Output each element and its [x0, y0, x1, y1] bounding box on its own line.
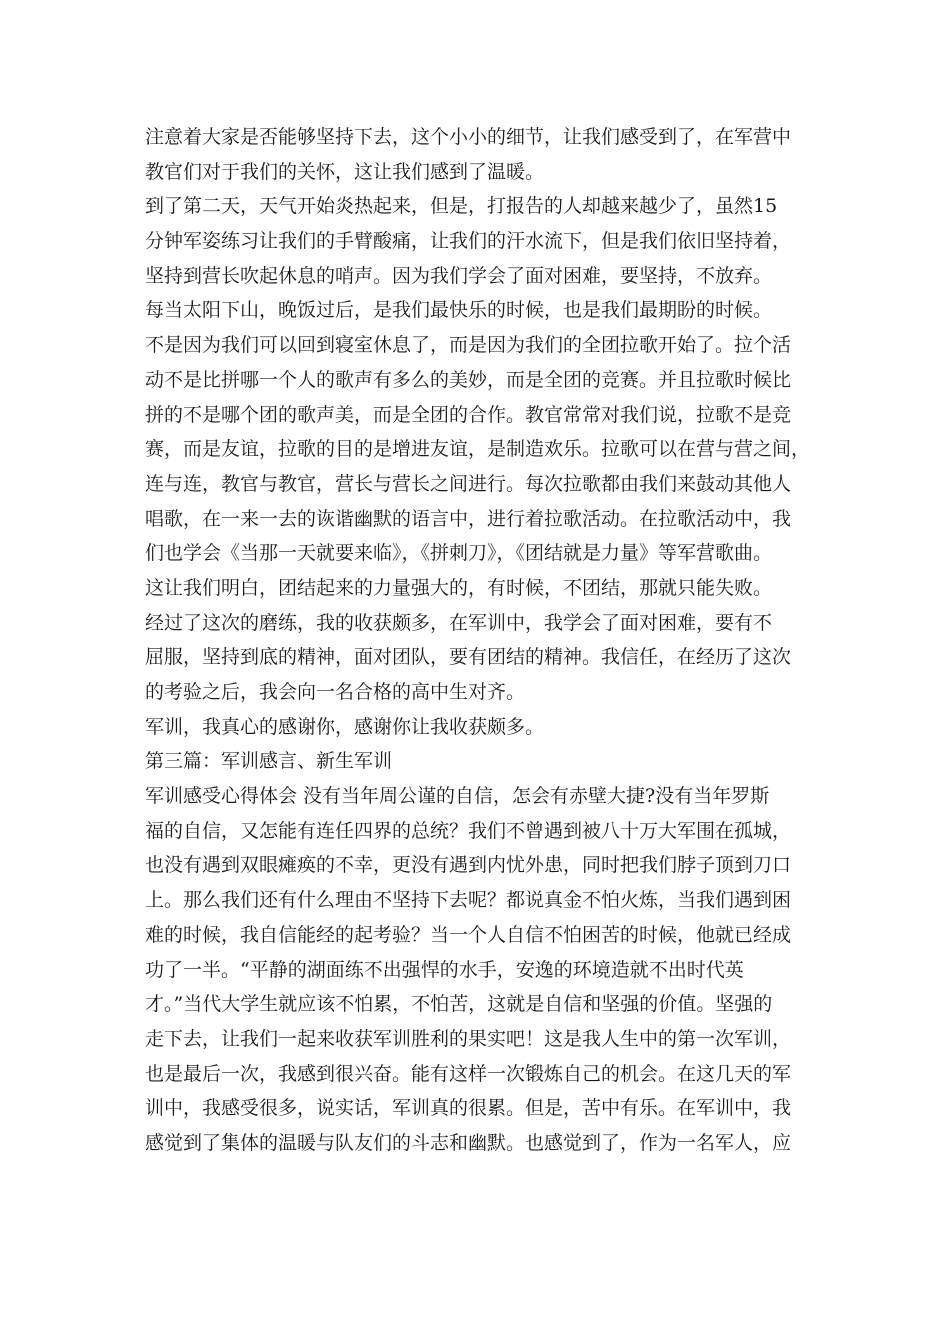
text-line: 拼的不是哪个团的歌声美，而是全团的合作。教官常常对我们说，拉歌不是竞 [145, 403, 792, 426]
text-line: 每当太阳下山，晚饭过后，是我们最快乐的时候，也是我们最期盼的时候。 [145, 299, 773, 322]
text-line: 军训，我真心的感谢你，感谢你让我收获颇多。 [145, 715, 545, 738]
text-line: 不是因为我们可以回到寝室休息了，而是因为我们的全团拉歌开始了。拉个活 [145, 334, 792, 357]
text-line: 也没有遇到双眼瘫痪的不幸，更没有遇到内忧外患，同时把我们脖子顶到刀口 [145, 854, 792, 877]
text-line: 这让我们明白，团结起来的力量强大的，有时候，不团结，那就只能失败。 [145, 576, 773, 599]
text-line: 动不是比拼哪一个人的歌声有多么的美妙，而是全团的竞赛。并且拉歌时候比 [145, 368, 792, 391]
text-line: 的考验之后，我会向一名合格的高中生对齐。 [145, 681, 526, 703]
text-line: 难的时候，我自信能经的起考验？当一个人自信不怕困苦的时候，他就已经成 [145, 923, 792, 946]
text-line: 们也学会《当那一天就要来临》，《拼刺刀》，《团结就是力量》等军营歌曲。 [145, 542, 773, 565]
text-line: 赛，而是友谊，拉歌的目的是增进友谊，是制造欢乐。拉歌可以在营与营之间， [145, 438, 811, 461]
text-line: 福的自信，又怎能有连任四界的总统？我们不曾遇到被八十万大军围在孤城， [145, 819, 792, 842]
text-line: 教官们对于我们的关怀，这让我们感到了温暖。 [145, 160, 545, 183]
text-line: 才。”当代大学生就应该不怕累，不怕苦，这就是自信和坚强的价值。坚强的 [145, 993, 773, 1016]
text-line: 训中，我感受很多，说实话，军训真的很累。但是，苦中有乐。在军训中，我 [145, 1097, 792, 1120]
text-line: 连与连，教官与教官，营长与营长之间进行。每次拉歌都由我们来鼓动其他人 [145, 472, 792, 495]
text-line: 注意着大家是否能够坚持下去，这个小小的细节，让我们感受到了，在军营中 [145, 126, 792, 148]
text-line: 唱歌，在一来一去的诙谐幽默的语言中，进行着拉歌活动。在拉歌活动中，我 [145, 507, 792, 530]
text-line: 也是最后一次，我感到很兴奋。能有这样一次锻炼自己的机会。在这几天的军 [145, 1062, 792, 1085]
text-line: 坚持到营长吹起休息的哨声。因为我们学会了面对困难，要坚持，不放弃。 [145, 264, 773, 287]
text-line: 分钟军姿练习让我们的手臂酸痛，让我们的汗水流下，但是我们依旧坚持着， [145, 230, 792, 253]
text-line: 军训感受心得体会 没有当年周公谨的自信，怎会有赤壁大捷?没有当年罗斯 [145, 785, 770, 808]
section-heading: 第三篇：军训感言、新生军训 [145, 750, 393, 773]
text-line: 上。那么我们还有什么理由不坚持下去呢？都说真金不怕火炼，当我们遇到困 [145, 889, 792, 912]
text-line: 屈服，坚持到底的精神，面对团队，要有团结的精神。我信任，在经历了这次 [145, 646, 792, 669]
text-line: 功了一半。“平静的湖面练不出强悍的水手，安逸的环境造就不出时代英 [145, 958, 744, 981]
text-line: 感觉到了集体的温暖与队友们的斗志和幽默。也感觉到了，作为一名军人，应 [145, 1131, 792, 1154]
text-line: 经过了这次的磨练，我的收获颇多，在军训中，我学会了面对困难，要有不 [145, 611, 773, 634]
text-line: 到了第二天，天气开始炎热起来，但是，打报告的人却越来越少了，虽然15 [145, 195, 778, 218]
text-line: 走下去，让我们一起来收获军训胜利的果实吧！这是我人生中的第一次军训， [145, 1027, 792, 1050]
document-body [145, 120, 810, 1161]
